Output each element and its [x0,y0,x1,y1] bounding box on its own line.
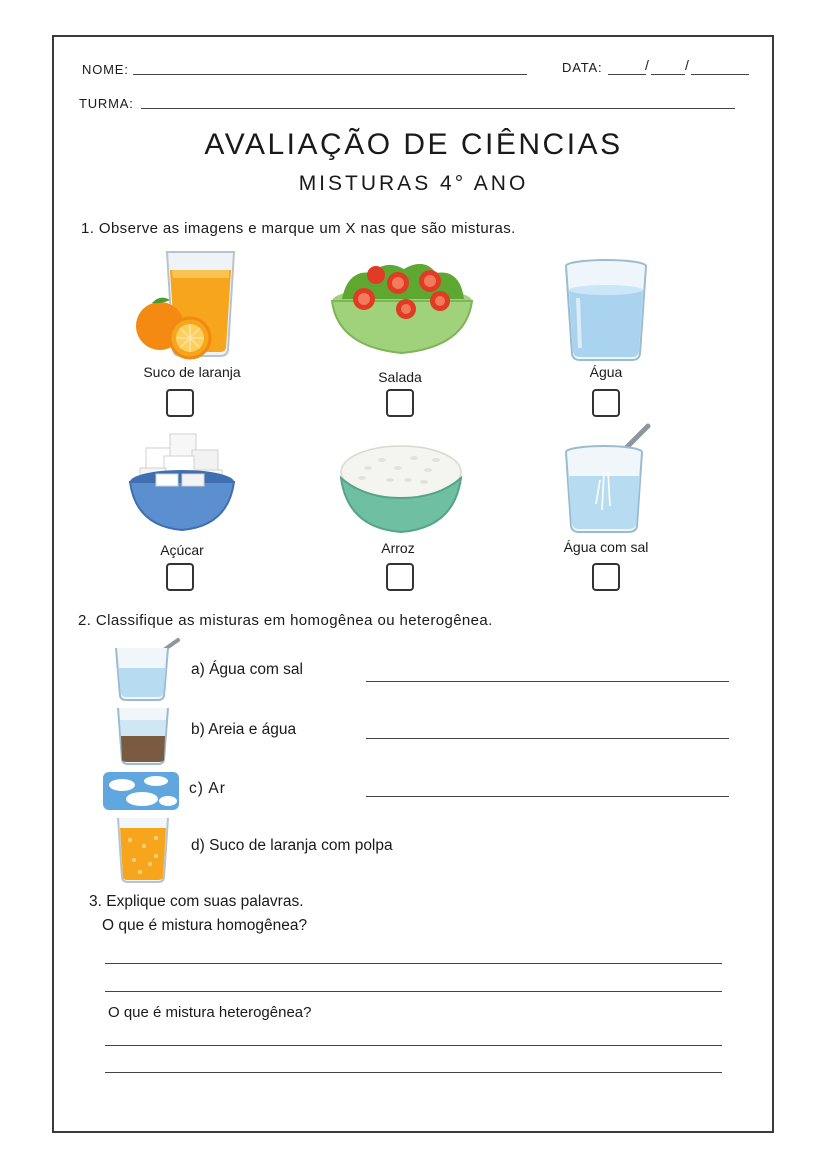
name-label: NOME: [82,62,129,77]
water-glass-icon [562,258,650,362]
salt-water-icon [560,420,656,536]
q2-prompt: 2. Classifique as misturas em homogênea ou heterogênea. [78,612,493,629]
q3-sub2: O que é mistura heterogênea? [108,1004,312,1021]
page-title: AVALIAÇÃO DE CIÊNCIAS [204,128,623,161]
q1-checkbox-agua-com-sal[interactable] [592,563,620,591]
class-label: TURMA: [79,96,134,111]
q2-item-label: a) Água com sal [191,661,303,678]
q1-checkbox-acucar[interactable] [166,563,194,591]
sand-water-glass-icon [116,704,170,766]
sugar-bowl-icon [126,430,238,534]
q3-sub1: O que é mistura homogênea? [102,917,308,934]
q1-checkbox-agua[interactable] [592,389,620,417]
q2-item-label: c) Ar [189,780,226,797]
class-field[interactable] [141,108,735,109]
q1-label: Água [589,364,623,380]
date-month-field[interactable] [651,74,685,75]
q2-answer-line-a[interactable] [366,681,729,682]
q1-label: Salada [378,369,422,385]
q1-checkbox-arroz[interactable] [386,563,414,591]
q1-label: Água com sal [563,539,649,555]
salt-water-glass-icon [114,636,184,702]
rice-bowl-icon [338,438,464,534]
q1-label: Suco de laranja [143,364,241,380]
date-separator: / [645,57,649,73]
q3-answer-line-4[interactable] [105,1072,722,1073]
pulp-juice-glass-icon [116,814,170,884]
page-subtitle: MISTURAS 4° ANO [298,172,529,195]
q3-answer-line-2[interactable] [105,991,722,992]
date-year-field[interactable] [691,74,749,75]
q2-item-label: d) Suco de laranja com polpa [191,837,393,854]
date-day-field[interactable] [608,74,646,75]
q3-answer-line-1[interactable] [105,963,722,964]
q1-checkbox-suco[interactable] [166,389,194,417]
q2-answer-line-c[interactable] [366,796,729,797]
date-label: DATA: [562,60,603,75]
q1-label: Arroz [381,540,415,556]
q2-item-label: b) Areia e água [191,721,297,738]
q1-checkbox-salada[interactable] [386,389,414,417]
q3-prompt: 3. Explique com suas palavras. [89,893,304,910]
sky-clouds-icon [102,771,180,811]
q2-answer-line-b[interactable] [366,738,729,739]
name-field[interactable] [133,74,527,75]
q1-prompt: 1. Observe as imagens e marque um X nas que são misturas. [81,220,516,237]
date-separator: / [685,57,689,73]
q3-answer-line-3[interactable] [105,1045,722,1046]
salad-bowl-icon [328,255,476,357]
q1-label: Açúcar [160,542,204,558]
orange-juice-icon [130,248,240,363]
